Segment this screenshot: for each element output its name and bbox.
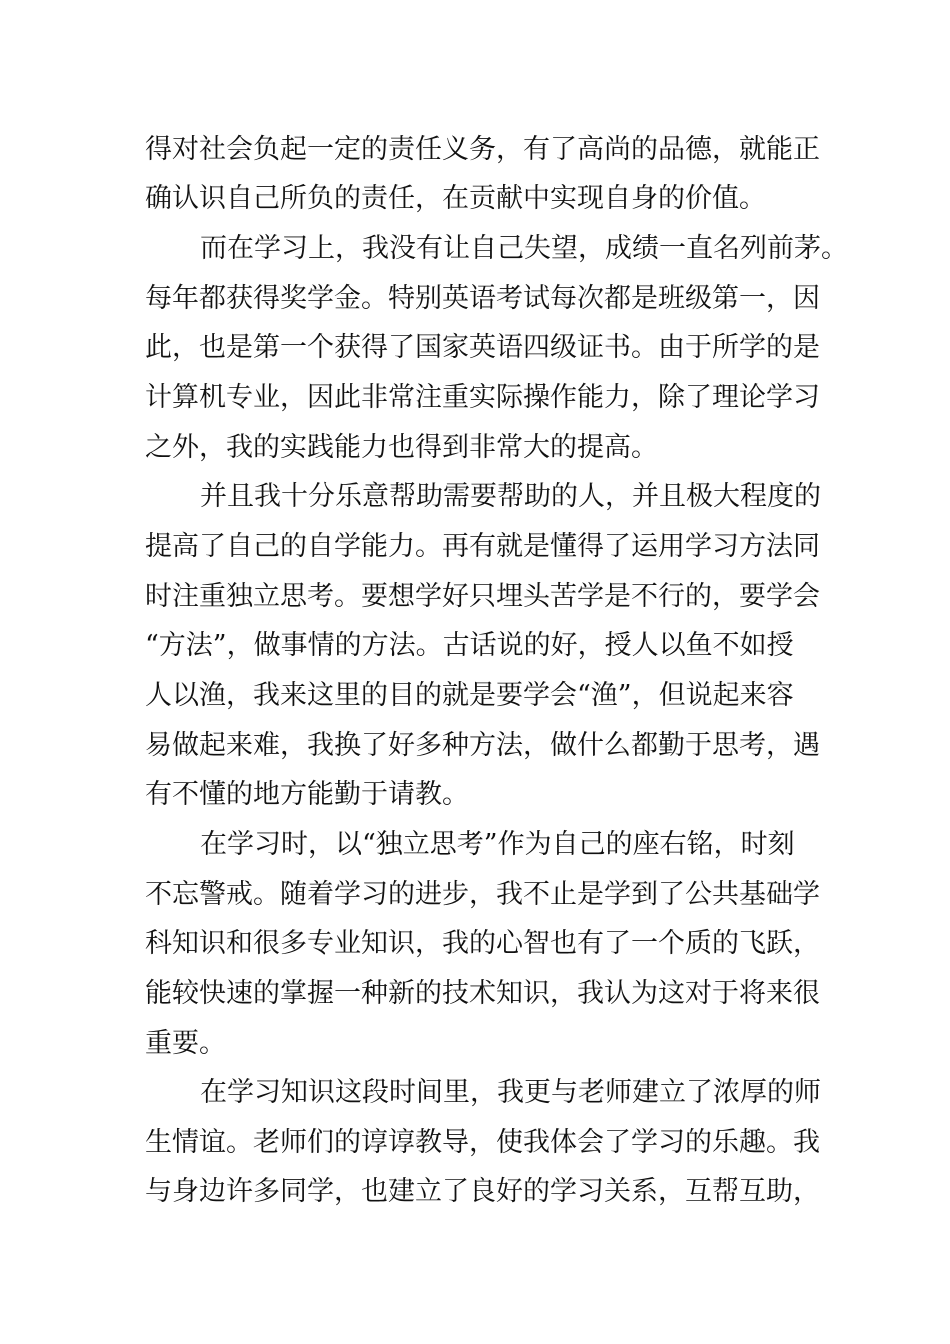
text-line: 重要。	[145, 1028, 226, 1059]
paragraph-first-line: 而在学习上，我没有让自己失望，成绩一直名列前茅。	[200, 233, 848, 264]
text-line: 提高了自己的自学能力。再有就是懂得了运用学习方法同	[145, 531, 820, 562]
text-line: 易做起来难，我换了好多种方法，做什么都勤于思考，遇	[145, 730, 820, 761]
text-line: 生情谊。老师们的谆谆教导，使我体会了学习的乐趣。我	[145, 1127, 820, 1158]
text-line: 时注重独立思考。要想学好只埋头苦学是不行的，要学会	[145, 581, 820, 612]
text-line: 计算机专业，因此非常注重实际操作能力，除了理论学习	[145, 382, 820, 413]
text-line: 确认识自己所负的责任，在贡献中实现自身的价值。	[145, 183, 766, 214]
text-line: 人以渔，我来这里的目的就是要学会“渔”，但说起来容	[145, 680, 794, 711]
text-line: 有不懂的地方能勤于请教。	[145, 779, 469, 810]
text-line: 每年都获得奖学金。特别英语考试每次都是班级第一，因	[145, 283, 820, 314]
text-line: 此，也是第一个获得了国家英语四级证书。由于所学的是	[145, 332, 820, 363]
text-line: 能较快速的掌握一种新的技术知识，我认为这对于将来很	[145, 978, 820, 1009]
text-line: 之外，我的实践能力也得到非常大的提高。	[145, 432, 658, 463]
paragraph-first-line: 在学习时，以“独立思考”作为自己的座右铭，时刻	[200, 829, 795, 860]
text-line: 科知识和很多专业知识，我的心智也有了一个质的飞跃，	[145, 928, 820, 959]
paragraph-first-line: 并且我十分乐意帮助需要帮助的人，并且极大程度的	[200, 481, 821, 512]
text-line: “方法”，做事情的方法。古话说的好，授人以鱼不如授	[145, 630, 794, 661]
text-line: 得对社会负起一定的责任义务，有了高尚的品德，就能正	[145, 134, 820, 165]
text-line: 不忘警戒。随着学习的进步，我不止是学到了公共基础学	[145, 879, 820, 910]
text-line: 与身边许多同学，也建立了良好的学习关系，互帮互助，	[145, 1176, 820, 1207]
paragraph-first-line: 在学习知识这段时间里，我更与老师建立了浓厚的师	[200, 1077, 821, 1108]
